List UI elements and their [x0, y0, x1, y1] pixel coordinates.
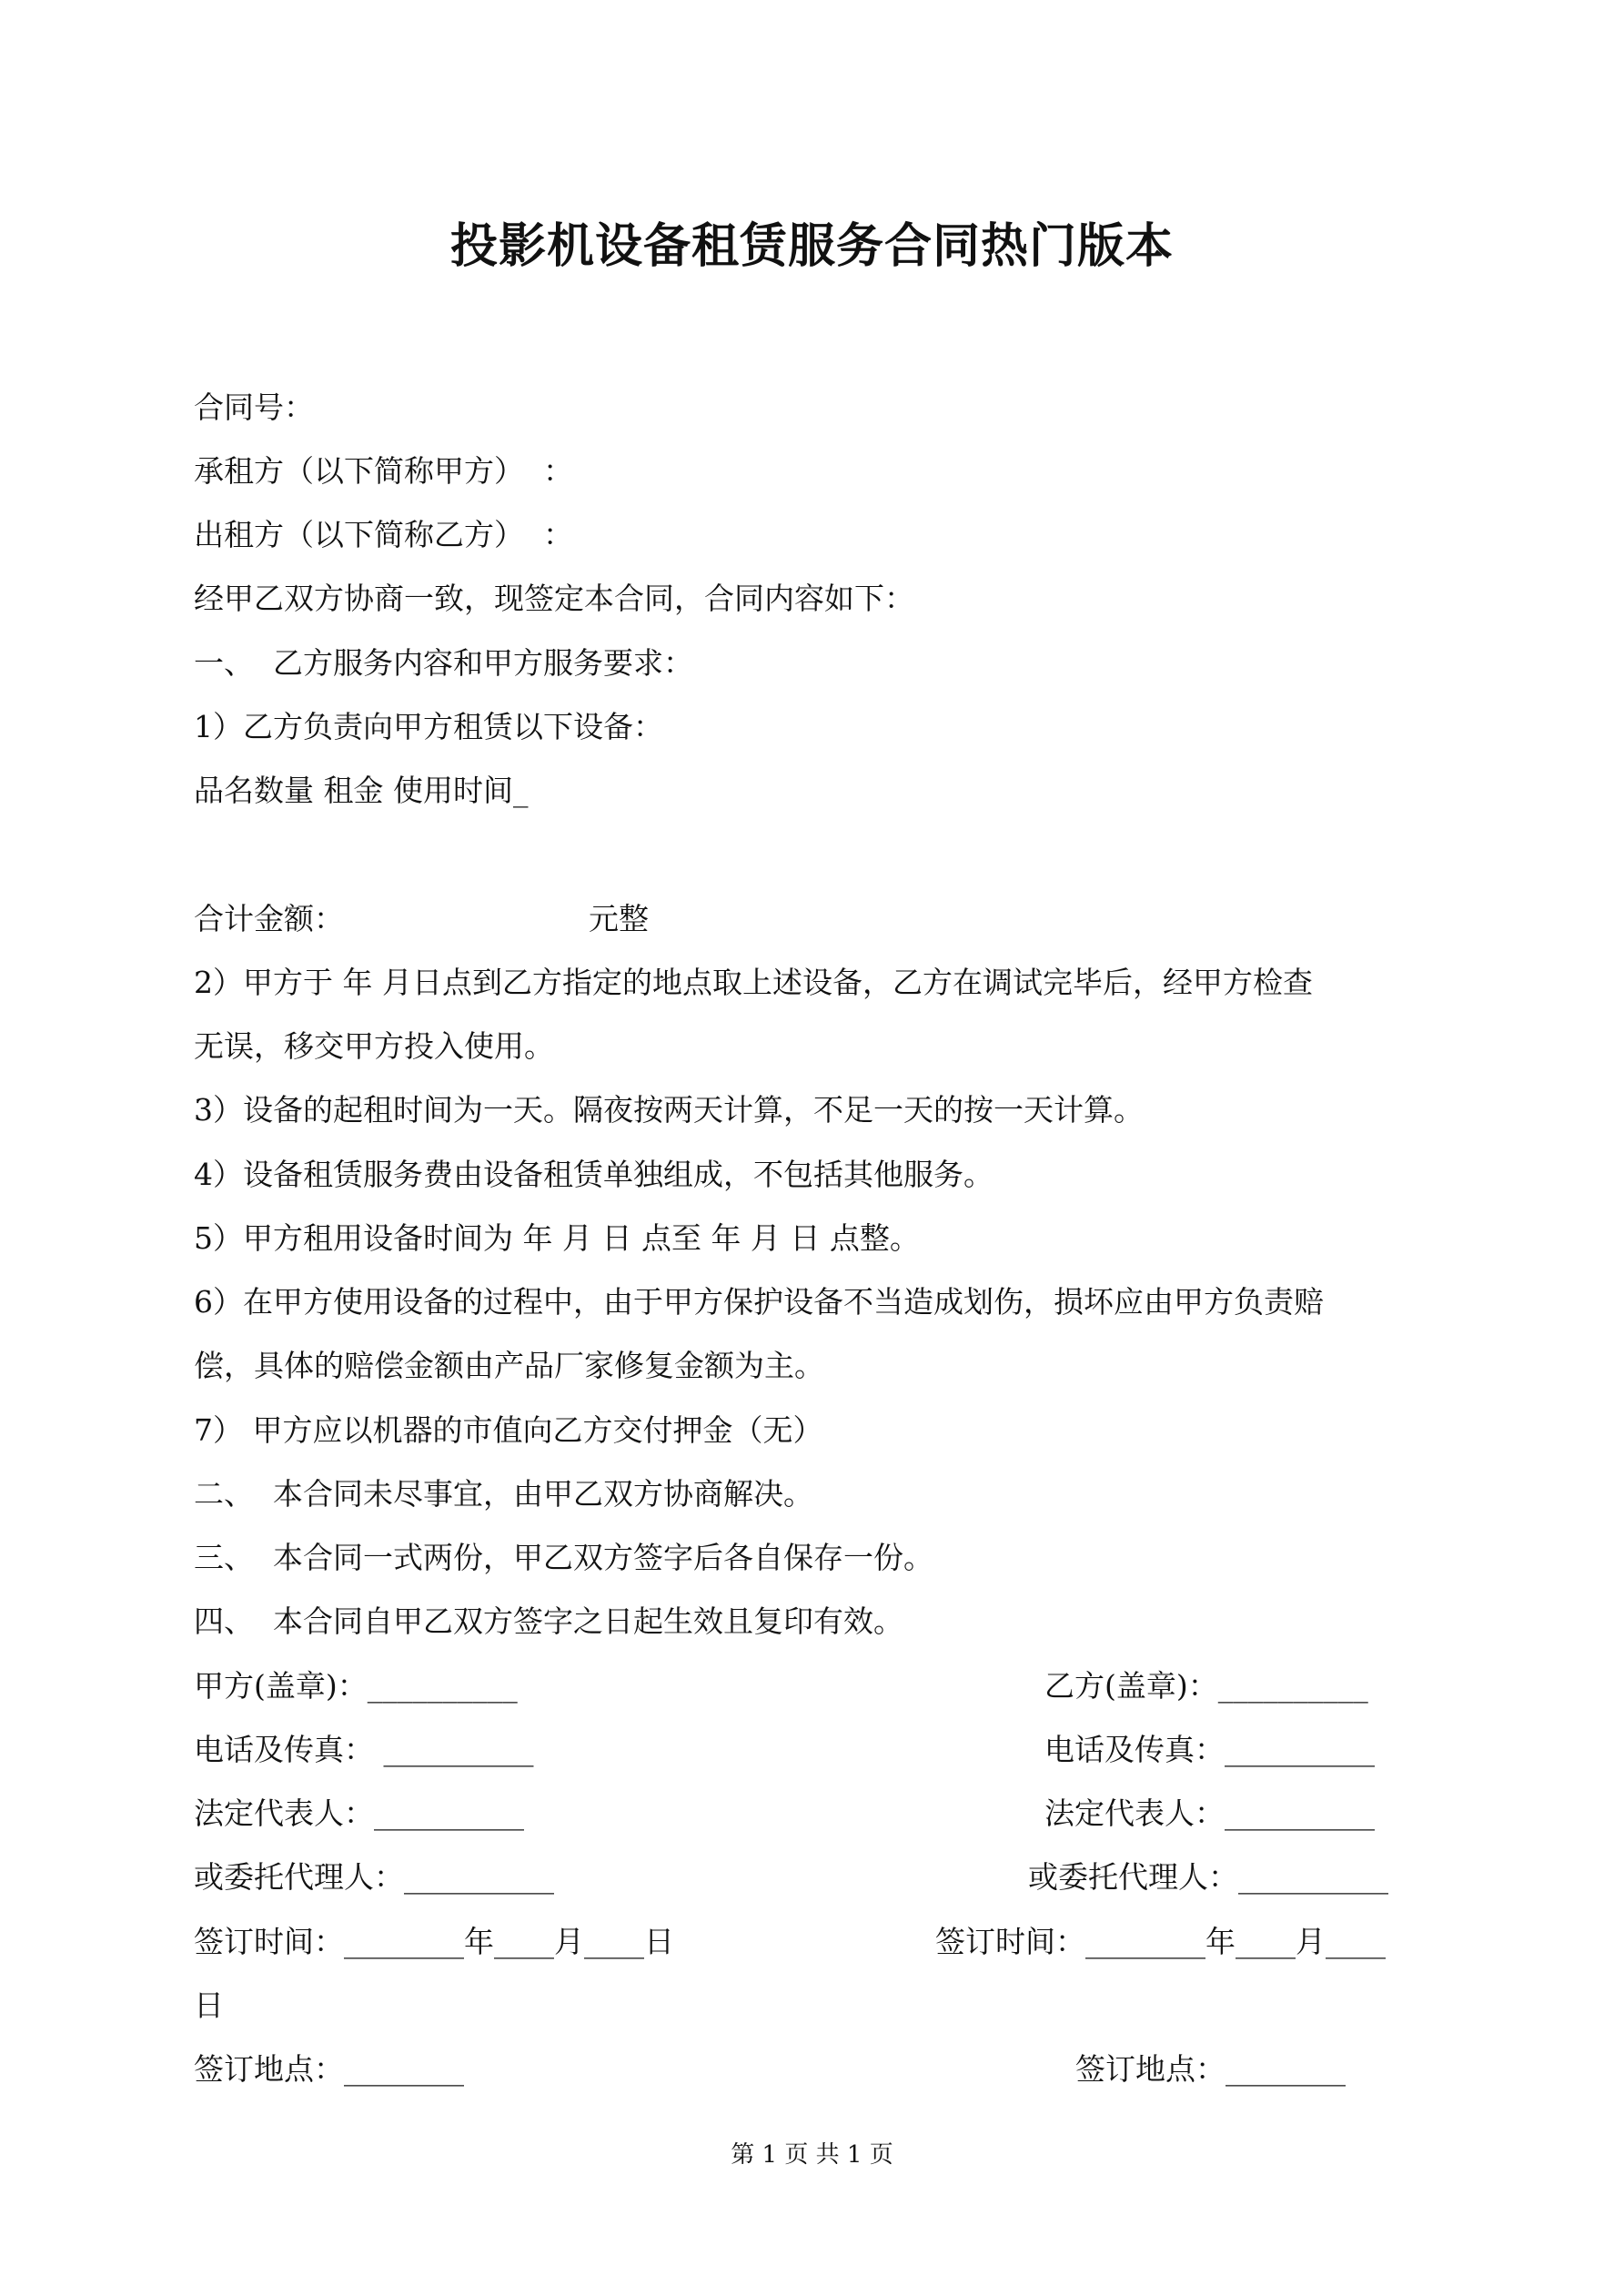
total-amount-label: 合计金额：	[194, 901, 344, 936]
section-1-item-3: 3）设备的起租时间为一天。隔夜按两天计算，不足一天的按一天计算。	[194, 1092, 1144, 1128]
section-4: 四、 本合同自甲乙双方签字之日起生效且复印有效。	[194, 1603, 903, 1639]
party-b-legal-rep: 法定代表人：__________	[1044, 1795, 1375, 1831]
contract-number-label: 合同号：	[194, 389, 314, 425]
section-1-item-2-line-1: 2）甲方于 年 月日点到乙方指定的地点取上述设备，乙方在调试完毕后，经甲方检查	[194, 965, 1313, 1000]
section-1-item-7: 7） 甲方应以机器的市值向乙方交付押金（无）	[194, 1412, 823, 1448]
section-1-heading: 一、 乙方服务内容和甲方服务要求：	[194, 645, 693, 681]
section-1-item-5: 5）甲方租用设备时间为 年 月 日 点至 年 月 日 点整。	[194, 1220, 920, 1256]
party-b-sign-place: 签订地点：________	[1075, 2051, 1346, 2087]
party-b-sign-date-wrap: 日	[194, 1988, 224, 2023]
party-a-agent: 或委托代理人：__________	[194, 1859, 554, 1895]
party-a-sign-place: 签订地点：________	[194, 2051, 464, 2087]
section-2: 二、 本合同未尽事宜，由甲乙双方协商解决。	[194, 1476, 813, 1512]
party-b-agent: 或委托代理人：__________	[1028, 1859, 1388, 1895]
party-b-phone: 电话及传真：__________	[1044, 1732, 1375, 1767]
document-title: 投影机设备租赁服务合同热门版本	[449, 218, 1174, 274]
section-1-item-6-line-2: 偿，具体的赔偿金额由产品厂家修复金额为主。	[194, 1348, 824, 1383]
section-1-item-4: 4）设备租赁服务费由设备租赁单独组成，不包括其他服务。	[194, 1157, 994, 1192]
party-a-phone: 电话及传真： __________	[194, 1732, 534, 1767]
section-1-item-6-line-1: 6）在甲方使用设备的过程中，由于甲方保护设备不当造成划伤，损坏应由甲方负责赔	[194, 1284, 1324, 1320]
contract-intro: 经甲乙双方协商一致，现签定本合同，合同内容如下：	[194, 581, 914, 616]
section-1-item-1: 1）乙方负责向甲方租赁以下设备：	[194, 709, 663, 744]
party-b-seal: 乙方(盖章)：__________	[1044, 1668, 1368, 1704]
total-amount-unit: 元整	[589, 901, 649, 936]
party-b-sign-date: 签订时间：________年____月____	[935, 1924, 1386, 1959]
party-a-seal: 甲方(盖章)：__________	[194, 1668, 518, 1704]
lessor-label: 出租方（以下简称乙方） ：	[194, 517, 573, 552]
party-a-legal-rep: 法定代表人：__________	[194, 1795, 524, 1831]
party-a-sign-date: 签订时间：________年____月____日	[194, 1924, 674, 1959]
section-3: 三、 本合同一式两份，甲乙双方签字后各自保存一份。	[194, 1540, 933, 1575]
section-1-item-2-line-2: 无误，移交甲方投入使用。	[194, 1028, 554, 1064]
page-footer: 第 1 页 共 1 页	[731, 2141, 893, 2169]
equipment-table-header: 品名数量 租金 使用时间_	[194, 773, 529, 808]
lessee-label: 承租方（以下简称甲方） ：	[194, 453, 573, 489]
